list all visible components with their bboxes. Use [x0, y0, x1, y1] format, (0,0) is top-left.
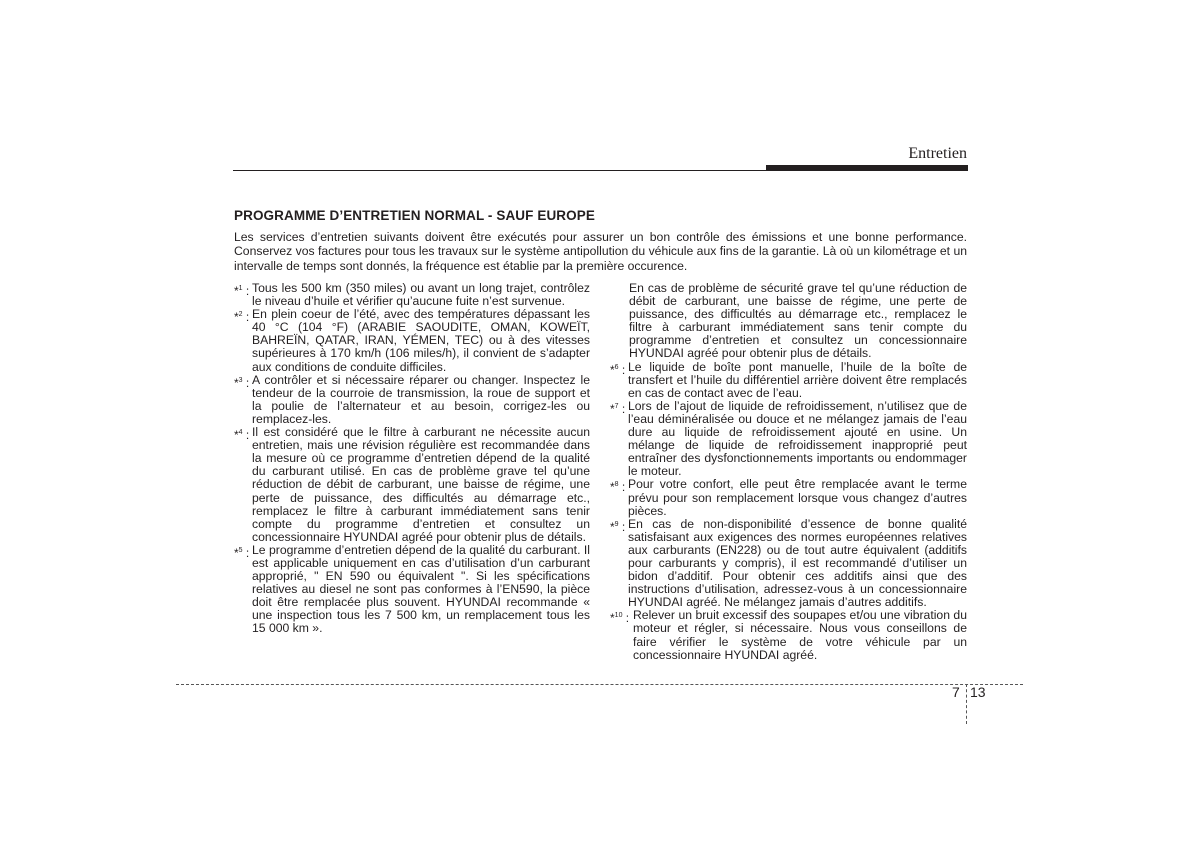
footnote-marker: *$^2$ :: [234, 310, 250, 325]
footnote-marker: *$^{10}$ :: [610, 611, 630, 626]
footnote-8: [610, 478, 967, 517]
footer-divider: [176, 684, 1023, 685]
footnote-text: En plein coeur de l’été, avec des températures dépassant les 40 °C (104 °F) (ARABIE SAOUDITE, OMAN, KOWEÏT, BAHREÏN, QATAR, IRAN, YÉMEN, TEC) ou à des vitesses supérieures à 170 km/h (106 miles/h), il convient de s’adapter aux conditions de conduite difficiles.: [252, 307, 590, 374]
footnote-marker: *$^5$ :: [234, 545, 250, 560]
footnote-5: [234, 544, 590, 636]
notes-left-column: [234, 282, 590, 636]
footnote-text: Relever un bruit excessif des soupapes et/ou une vibration du moteur et régler, si nécessaire. Nous vous conseillons de faire vérifier le système de votre véhicule par un concessionnaire HYUNDAI agréé.: [633, 608, 967, 662]
footnote-text: En cas de non-disponibilité d’essence de bonne qualité satisfaisant aux exigences des normes européennes relatives aux carburants (EN228) ou de tout autre équivalent (additifs pour carburants y compris), il est recommandé d’utiliser un bidon d’additif. Pour obtenir ces additifs ainsi que des instructions d’utilisation, adressez-vous à un concessionnaire HYUNDAI agréé. Ne mélangez jamais d’autres additifs.: [628, 516, 967, 610]
footnote-text: Pour votre confort, elle peut être remplacée avant le terme prévu pour son remplacement lorsque vous changez d’autres pièces.: [628, 477, 967, 518]
footnote-1: [234, 282, 590, 308]
footnote-text: A contrôler et si nécessaire réparer ou changer. Inspectez le tendeur de la courroie de transmission, la roue de support et la poulie de l’alternateur et au besoin, corrigez-les ou remplacez-les.: [252, 372, 590, 426]
footnote-9: [610, 518, 967, 610]
footer-page-separator: [966, 684, 967, 724]
footnote-2: [234, 308, 590, 373]
footnote-marker: *$^7$ :: [610, 401, 626, 416]
footnote-text: Il est considéré que le filtre à carburant ne nécessite aucun entretien, mais une révision régulière est recommandée dans la mesure où ce programme d’entretien dépend de la qualité du carburant utilisé. En cas de problème grave tel qu’une réduction de débit de carburant, une baisse de régime, une perte de puissance, des difficultés au démarrage etc., remplacez le filtre à carburant immédiatement sans tenir compte du programme d’entretien et consultez un concessionnaire HYUNDAI agréé pour obtenir plus de détails.: [252, 425, 590, 544]
footnote-text: Lors de l’ajout de liquide de refroidissement, n’utilisez que de l’eau déminéralisée ou douce et ne mélangez jamais de l’eau dure au liquide de refroidissement ajouté en usine. Un mélange de liquide de refroidissement inapproprié peut entraîner des dysfonctionnements importants ou endommager le moteur.: [628, 398, 967, 479]
footnote-text: Le programme d’entretien dépend de la qualité du carburant. Il est applicable uniquement en cas d’utilisation d’un carburant approprié, " EN 590 ou équivalent ". Si les spécifications relatives au diesel ne sont pas conformes à l’EN590, la pièce doit être remplacée plus souvent. HYUNDAI recommande « une inspection tous les 7 500 km, un remplacement tous les 15 000 km ».: [252, 542, 590, 636]
intro-paragraph: Les services d’entretien suivants doivent être exécutés pour assurer un bon contrôle des émissions et une bonne performance. Conservez vos factures pour tous les travaux sur le système antipollution du véhicule aux fins de la garantie. Là où un kilométrage et un intervalle de temps sont donnés, la fréquence est établie par la première occurence.: [234, 230, 968, 273]
footnote-7: [610, 400, 967, 479]
footnote-marker: *$^3$ :: [234, 375, 250, 390]
footnote-6: [610, 361, 967, 400]
page-heading: PROGRAMME D’ENTRETIEN NORMAL - SAUF EUROPE: [234, 208, 595, 223]
footnote-marker: *$^4$ :: [234, 428, 250, 443]
footnote-3: [234, 374, 590, 426]
footnote-text: Le liquide de boîte pont manuelle, l’huile de la boîte de transfert et l’huile du différentiel arrière doivent être remplacés en cas de contact avec de l’eau.: [628, 359, 967, 400]
footnote-marker: *$^6$ :: [610, 362, 626, 377]
footnote-marker: *$^8$ :: [610, 480, 626, 495]
chapter-number: 7: [952, 684, 960, 700]
header-tab-bar: [766, 165, 968, 171]
notes-right-column: [610, 282, 967, 662]
footnote-marker: *$^9$ :: [610, 519, 626, 534]
footnote-4: [234, 426, 590, 544]
footnote-10: [610, 609, 967, 661]
footnote-4-continuation: En cas de problème de sécurité grave tel qu’une réduction de débit de carburant, une baisse de régime, une perte de puissance, des difficultés au démarrage etc., remplacez le filtre à carburant immédiatement sans tenir compte du programme d’entretien et consultez un concessionnaire HYUNDAI agréé pour obtenir plus de détails.: [629, 281, 967, 361]
section-title: Entretien: [908, 145, 967, 162]
footnote-marker: *$^1$ :: [234, 284, 250, 298]
page-number: 13: [970, 684, 986, 700]
footnote-text: Tous les 500 km (350 miles) ou avant un long trajet, contrôlez le niveau d’huile et vérifier qu’aucune fuite n’est survenue.: [252, 281, 590, 309]
